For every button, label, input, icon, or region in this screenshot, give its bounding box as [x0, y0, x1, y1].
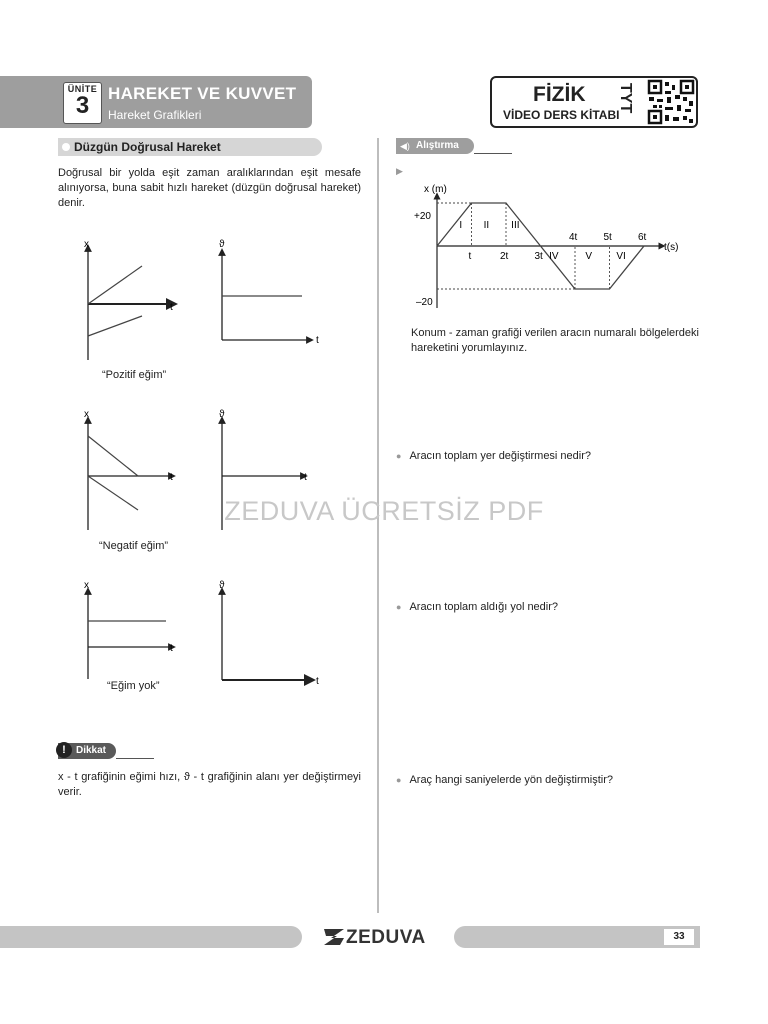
section-bullet-icon — [62, 143, 70, 151]
question-bullet-icon: ● — [396, 451, 402, 461]
vel-label: ϑ — [219, 239, 225, 250]
question-text: Araç hangi saniyelerde yön değiştirmiştir? — [409, 774, 614, 786]
position-time-chart — [400, 176, 690, 316]
question-text: Aracın toplam yer değiştirmesi nedir? — [409, 450, 592, 462]
region-label: VI — [616, 251, 626, 262]
footer-brand: ZEDUVA — [346, 927, 426, 948]
region-label: III — [511, 220, 520, 231]
region-label: II — [483, 220, 490, 231]
line-negative — [88, 436, 138, 476]
pos-label: x — [84, 239, 89, 250]
pos-label: x — [84, 580, 89, 591]
time-label: t — [170, 472, 173, 483]
unit-title: HAREKET VE KUVVET — [108, 84, 297, 103]
caption-positive: “Pozitif eğim” — [102, 369, 167, 381]
brand-title: FİZİK — [533, 83, 586, 106]
unit-label: ÜNİTE — [67, 84, 98, 94]
intro-text: Doğrusal bir yolda eşit zaman aralıklarından eşit mesafe alınıyorsa, buna sabit hızlı hareket (düzgün doğrusal hareket) denir. — [58, 167, 361, 209]
graph-positive-slope — [76, 236, 346, 376]
question-1 — [396, 450, 591, 462]
watermark: ZEDUVA ÜCRETSİZ PDF — [224, 496, 544, 526]
time-label: t — [316, 335, 319, 346]
graph-no-slope — [76, 577, 346, 692]
x-tick-label: t — [468, 251, 472, 262]
qr-code-icon[interactable] — [647, 79, 695, 125]
note-underline — [116, 758, 154, 759]
exercise-title: Alıştırma — [416, 140, 459, 151]
x-tick-label: 4t — [569, 232, 578, 243]
time-label: t — [316, 676, 319, 687]
footer-band-left — [0, 926, 302, 948]
time-label: t — [170, 643, 173, 654]
x-tick-label: 6t — [638, 232, 647, 243]
warning-icon: ! — [56, 742, 72, 758]
chart-x-label: t(s) — [664, 242, 679, 253]
region-label: IV — [549, 251, 559, 262]
brand-exam: TYT — [617, 83, 634, 114]
caption-no-slope: “Eğim yok” — [107, 680, 160, 692]
chart-y-label: x (m) — [424, 184, 447, 195]
x-tick-label: 3t — [534, 251, 543, 262]
y-tick-neg: –20 — [416, 297, 433, 308]
vel-label: ϑ — [219, 409, 225, 420]
brand-subtitle: VİDEO DERS KİTABI — [503, 108, 620, 122]
unit-badge — [63, 82, 102, 124]
exercise-underline — [474, 153, 512, 154]
question-2 — [396, 601, 558, 613]
pos-label: x — [84, 409, 89, 420]
region-label: V — [585, 251, 593, 262]
caption-negative: “Negatif eğim” — [99, 540, 169, 552]
section-title: Düzgün Doğrusal Hareket — [74, 140, 221, 154]
line-positive-negative-start — [88, 316, 142, 336]
region-label: I — [459, 220, 463, 231]
page-number: 33 — [664, 929, 694, 945]
question-bullet-icon: ● — [396, 602, 402, 612]
x-tick-label: 2t — [500, 251, 509, 262]
play-arrow-icon: ▶ — [396, 166, 403, 176]
x-tick-label: 5t — [603, 232, 612, 243]
y-tick-pos: +20 — [414, 211, 431, 222]
question-3 — [396, 774, 613, 786]
time-label: t — [170, 302, 173, 313]
vel-label: ϑ — [219, 580, 225, 591]
note-title: Dikkat — [76, 745, 107, 756]
question-text: Aracın toplam aldığı yol nedir? — [409, 601, 559, 613]
unit-number: 3 — [75, 92, 90, 119]
zeduva-logo-icon — [322, 927, 346, 947]
time-label: t — [304, 472, 307, 483]
question-bullet-icon: ● — [396, 775, 402, 785]
exercise-prompt: Konum - zaman grafiği verilen aracın numaralı bölgelerdeki hareketini yorumlayınız. — [411, 327, 699, 354]
unit-subtitle: Hareket Grafikleri — [108, 108, 202, 122]
note-text: x - t grafiğinin eğimi hızı, ϑ - t grafiğinin alanı yer değiştirmeyi verir. — [58, 771, 361, 798]
speaker-icon: ◀) — [400, 141, 410, 151]
line-positive-start — [88, 266, 142, 304]
